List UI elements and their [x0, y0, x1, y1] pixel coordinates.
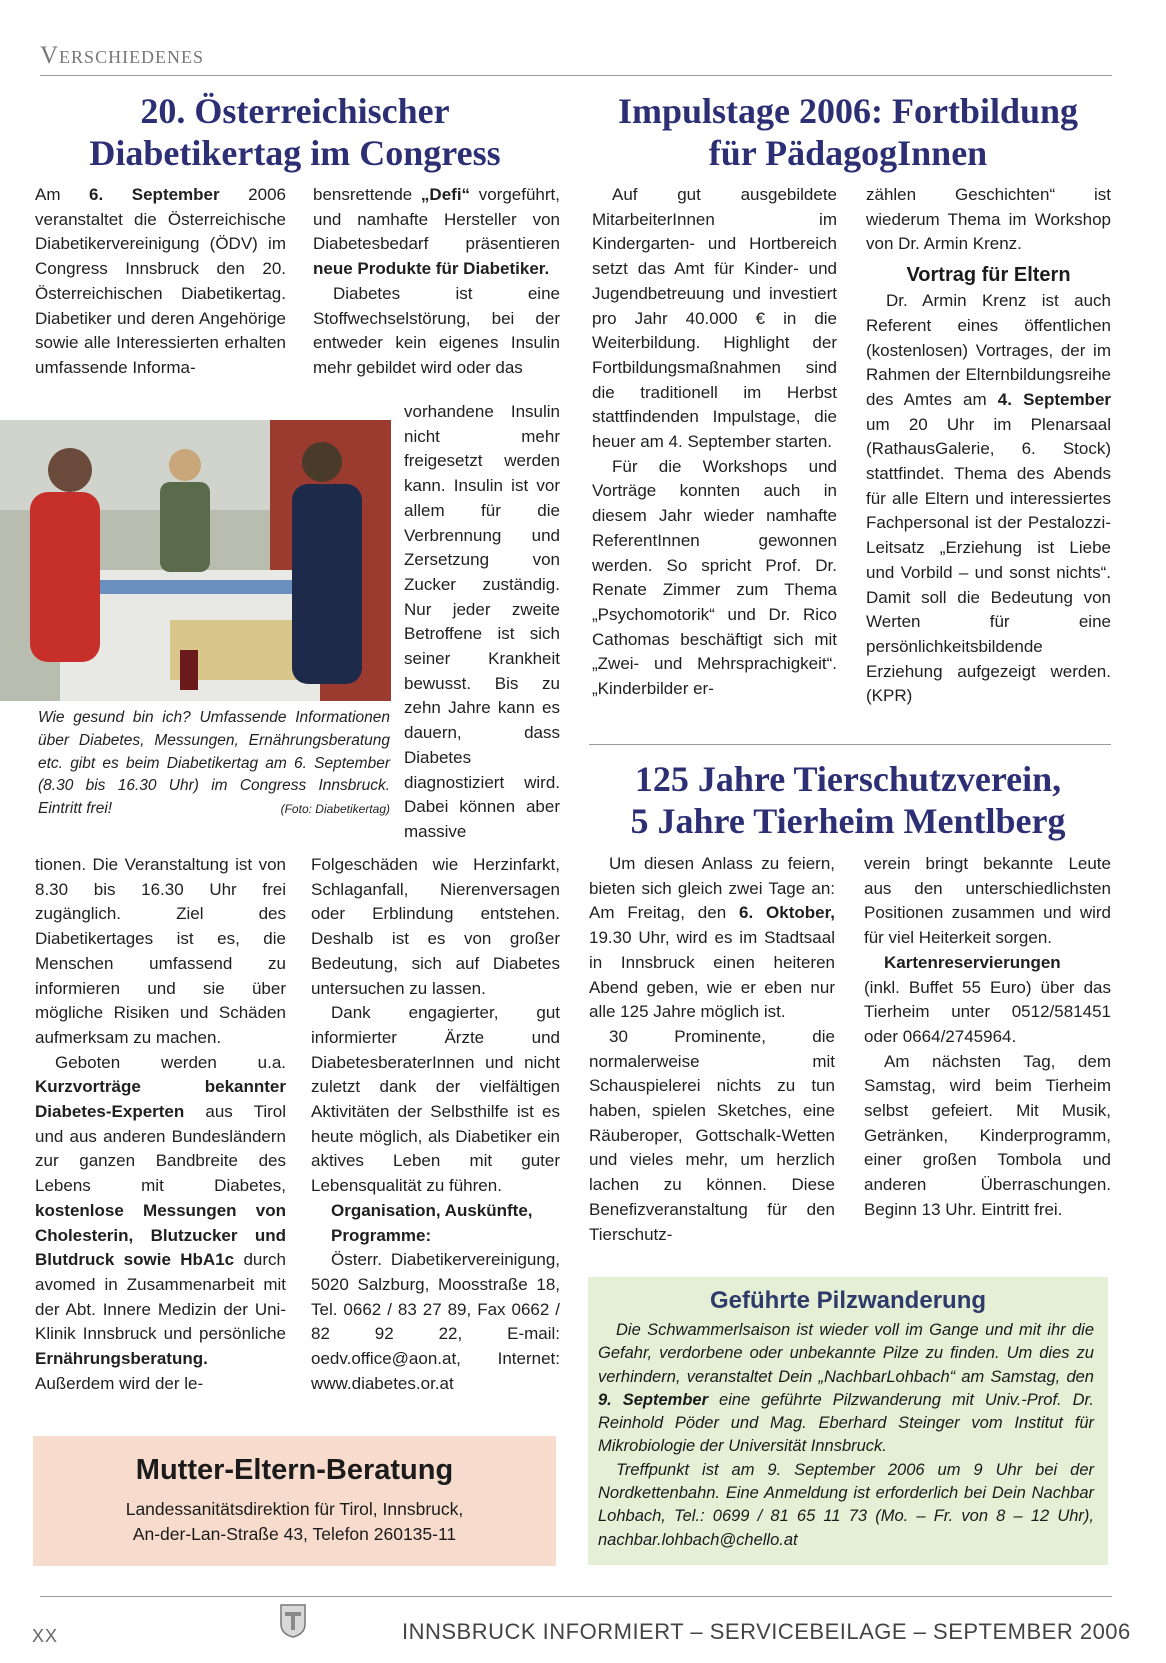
page-number: XX	[32, 1626, 59, 1646]
article3-col2-p2: (inkl. Buffet 55 Euro) über das Tierheim unter 0512/581451 oder 0664/2745964.	[864, 977, 1111, 1046]
article3-col2	[864, 852, 1111, 1223]
photo-credit: (Foto: Diabetikertag)	[280, 802, 390, 817]
article1-col1-p2: Geboten werden u.a. Kurzvorträge bekannter Diabetes-Experten aus Tirol und aus anderen Bundesländern zur ganzen Bandbreite des Lebens mit Diabetes, kostenlose Messungen von Cholesterin, Blutzucker und Blutdruck sowie HbA1c durch avomed in Zusammenarbeit mit der Abt. Innere Medizin der Uni-Klinik Innsbruck und persönliche Ernährungsberatung. Außerdem wird der le-	[35, 1052, 286, 1393]
mutter-eltern-line2: An-der-Lan-Straße 43, Telefon 260135-11	[132, 1524, 457, 1544]
article1-col2-narrow: vorhandene Insulin nicht mehr freigesetzt werden kann. Insulin ist vor allem für die Verbrennung und Zersetzung von Zucker zuständig. Nur jeder zweite Betroffene ist sich seiner Krankheit bewusst. Bis zu zehn Jahre kann es dauern, dass Diabetes diagnostiziert wird. Dabei können aber massive	[404, 402, 560, 841]
section-label: Verschiedenes	[40, 42, 205, 69]
mutter-eltern-box	[33, 1436, 556, 1566]
photo-illustration	[0, 420, 391, 701]
article3-headline	[585, 758, 1111, 842]
article1-col2-bottom	[311, 853, 560, 1396]
article2-headline-line2: für PädagogInnen	[708, 133, 988, 173]
article2-col2	[866, 183, 1111, 709]
article1-col2-p1: bensrettende „Defi“ vorgeführt, und namhafte Hersteller von Diabetesbedarf präsentieren neue Produkte für Diabetiker.	[313, 185, 560, 279]
article2-subheading: Vortrag für Eltern	[906, 264, 1071, 287]
article1-headline-line1: 20. Österreichischer	[140, 91, 450, 131]
pilzwanderung-p2: Treffpunkt ist am 9. September 2006 um 9 Uhr bei der Nordkettenbahn. Eine Anmeldung ist erforderlich bei Dein Nachbar Lohbach, Tel.: 0699 / 81 65 11 73 (Mo. – Fr. von 8 – 12 Uhr), nachbar.lohbach@chello.at	[598, 1460, 1094, 1549]
article3-headline-line1: 125 Jahre Tierschutzverein,	[634, 759, 1062, 799]
article3-col1	[589, 852, 835, 1247]
article1-col2-p2: Diabetes ist eine Stoffwechselstörung, bei der entweder kein eigenes Insulin mehr gebildet wird oder das	[313, 283, 560, 377]
article2-col1	[592, 183, 837, 702]
article1-col1-p1: tionen. Die Veranstaltung ist von 8.30 bis 16.30 Uhr frei zugänglich. Ziel des Diabetikertages ist es, die Menschen umfassend zu informieren und sie über mögliche Risiken und Schäden aufmerksam zu machen.	[35, 855, 286, 1047]
article3-headline-line2: 5 Jahre Tierheim Mentlberg	[630, 801, 1066, 841]
article3-col2-p1: verein bringt bekannte Leute aus den unterschiedlichsten Positionen zusammen und wird für viel Heiterkeit sorgen.	[864, 854, 1111, 948]
mutter-eltern-title: Mutter-Eltern-Beratung	[135, 1454, 454, 1486]
article1-intro: Am 6. September 2006 veranstaltet die Österreichische Diabetikervereinigung (ÖDV) im Congress Innsbruck den 20. Österreichischen Diabetikertag. Diabetiker und deren Angehörige sowie alle Interessierten erhalten umfassende Informa-	[35, 185, 286, 377]
diabetes-event-photo	[0, 420, 391, 701]
article2-col1-p1: Auf gut ausgebildete MitarbeiterInnen im Kindergarten- und Hortbereich setzt das Amt für Kinder- und Jugendbetreuung und investiert pro Jahr 40.000 € in die Weiterbildung. Highlight der Fortbildungsmaßnahmen sind die traditionell im Herbst stattfindenden Impulstage, die heuer am 4. September starten.	[592, 185, 837, 452]
article1-col1-top	[35, 183, 286, 381]
pilzwanderung-p1: Die Schwammerlsaison ist wieder voll im Gange und mit ihr die Gefahr, verdorbene oder unbekannte Pilze zu finden. Um dies zu verhindern, veranstaltet Dein „NachbarLohbach“ am Samstag, den 9. September eine geführte Pilzwanderung mit Univ.-Prof. Dr. Reinhold Pöder und Mag. Eberhard Steinger vom Institut für Mikrobiologie der Universität Innsbruck.	[598, 1321, 1094, 1456]
article1-col2-p4: Dank engagierter, gut informierter Ärzte und DiabetesberaterInnen und nicht zuletzt dank der vielfältigen Aktivitäten der Selbsthilfe ist es heute möglich, als Diabetiker ein aktives Leben mit guter Lebensqualität zu führen.	[311, 1003, 560, 1196]
top-divider	[40, 75, 1112, 76]
article2-headline-line1: Impulstage 2006: Fortbildung	[617, 91, 1079, 131]
bottom-divider	[40, 1596, 1112, 1597]
article1-headline	[40, 90, 550, 174]
mutter-eltern-line1: Landessanitätsdirektion für Tirol, Innsbruck,	[125, 1499, 464, 1519]
article3-tickets-heading: Kartenreservierungen	[884, 952, 1061, 972]
article3-col1-p1: Um diesen Anlass zu feiern, bieten sich gleich zwei Tage an: Am Freitag, den 6. Oktober, 19.30 Uhr, wird es im Stadtsaal in Innsbruck einen heiteren Abend geben, wie er eben nur alle 125 Jahre möglich ist.	[589, 854, 835, 1022]
article3-col1-p2: 30 Prominente, die normalerweise mit Schauspielerei nichts zu tun haben, spielen Sketches, eine Räuberoper, Gottschalk-Wetten und vieles mehr, um herzlich lachen zu können. Diese Benefizveranstaltung für den Tierschutz-	[589, 1026, 835, 1244]
publication-footer: INNSBRUCK INFORMIERT – SERVICEBEILAGE – SEPTEMBER 2006	[402, 1619, 1131, 1644]
mid-divider	[589, 744, 1111, 745]
pilzwanderung-box	[588, 1277, 1108, 1565]
article1-organisation-heading: Organisation, Auskünfte, Programme:	[331, 1200, 533, 1245]
article2-col2-p2: Dr. Armin Krenz ist auch Referent eines öffentlichen (kostenlosen) Vortrages, der im Rahmen der Elternbildungsreihe des Amtes am 4. September um 20 Uhr im Plenarsaal (RathausGalerie, 6. Stock) stattfindet. Thema des Abends für alle Eltern und interessiertes Fachpersonal ist der Pestalozzi-Leitsatz „Erziehung ist Liebe und Vorbild – und sonst nichts“. Damit soll die Bedeutung von Werten für eine persönlichkeitsbildende Erziehung aufgezeigt werden. (KPR)	[866, 291, 1112, 706]
article3-col2-p3: Am nächsten Tag, dem Samstag, wird beim Tierheim selbst gefeiert. Mit Musik, Getränken, Kinderprogramm, einer großen Tombola und anderen Überraschungen. Beginn 13 Uhr. Eintritt frei.	[864, 1051, 1111, 1219]
caption-text: Wie gesund bin ich? Umfassende Informationen über Diabetes, Messungen, Ernährungsberatung etc. gibt es beim Diabetikertag am 6. September (8.30 bis 16.30 Uhr) im Congress Innsbruck. Eintritt frei!	[38, 709, 390, 818]
city-crest-icon	[280, 1604, 306, 1638]
article1-col1-bottom	[35, 853, 286, 1396]
pilzwanderung-title: Geführte Pilzwanderung	[709, 1287, 987, 1314]
article1-headline-line2: Diabetikertag im Congress	[89, 133, 501, 173]
article1-col2-p3: Folgeschäden wie Herzinfarkt, Schlaganfall, Nierenversagen oder Erblindung entstehen. Deshalb ist es von großer Bedeutung, sich auf Diabetes untersuchen zu lassen.	[311, 855, 560, 998]
photo-caption	[38, 707, 390, 821]
article2-headline	[585, 90, 1111, 174]
article1-col2-top	[313, 183, 560, 381]
article2-col2-p1: zählen Geschichten“ ist wiederum Thema im Workshop von Dr. Armin Krenz.	[866, 185, 1111, 254]
article1-contact: Österr. Diabetikervereinigung, 5020 Salzburg, Moosstraße 18, Tel. 0662 / 83 27 89, Fax 0662 / 82 92 22, E-mail: oedv.office@aon.at, Internet: www.diabetes.or.at	[311, 1250, 560, 1393]
article2-col1-p2: Für die Workshops und Vorträge konnten auch in diesem Jahr wieder namhafte ReferentInnen gewonnen werden. So spricht Prof. Dr. Renate Zimmer zum Thema „Psychomotorik“ und Dr. Rico Cathomas beschäftigt sich mit „Zwei- und Mehrsprachigkeit“. „Kinderbilder er-	[592, 456, 837, 699]
